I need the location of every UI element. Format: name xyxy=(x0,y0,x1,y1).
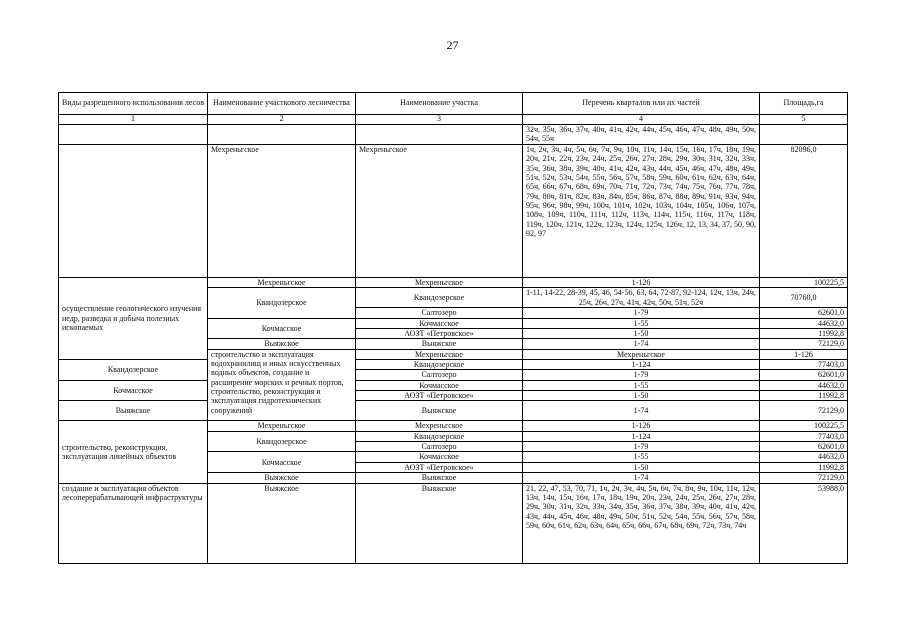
site-cell: Выяжское xyxy=(356,339,523,349)
header-use-type: Виды разрешенного использования лесов xyxy=(59,93,208,115)
column-number: 3 xyxy=(356,115,523,125)
table-row xyxy=(59,144,848,277)
site-cell: АОЗТ «Петровское» xyxy=(356,328,523,338)
site-cell: Салтозеро xyxy=(356,370,523,380)
forestry-cell: Выяжское xyxy=(208,339,356,349)
forestry-cell: Мехреньгское xyxy=(356,349,523,359)
site-cell: Кочмасское xyxy=(356,452,523,462)
column-number: 2 xyxy=(208,115,356,125)
area-cell: 62601,0 xyxy=(760,370,848,380)
site-cell: Мехреньгское xyxy=(356,277,523,287)
forestry-cell: Мехреньгское xyxy=(208,421,356,431)
area-cell: 70760,0 xyxy=(760,288,848,308)
forestry-cell: Кочмасское xyxy=(208,452,356,473)
header-area: Площадь,га xyxy=(760,93,848,115)
use-type-cell: строительство и эксплуатация водохранилищ и иных искусственных водных объектов, создание и расширение морских и речных портов, строительство, реконструкция и эксплуатация гидротехнических сооружений xyxy=(208,349,356,421)
forestry-cell: Квандозерское xyxy=(208,288,356,318)
area-cell: 72129,0 xyxy=(760,401,848,421)
area-cell: 44632,0 xyxy=(760,452,848,462)
site-cell: Выяжское xyxy=(356,483,523,563)
site-cell: Квандозерское xyxy=(356,359,523,369)
site-cell: АОЗТ «Петровское» xyxy=(356,462,523,472)
site-cell: Мехреньгское xyxy=(523,349,760,359)
forestry-cell: Мехреньгское xyxy=(208,144,356,277)
area-cell: 100225,5 xyxy=(760,421,848,431)
site-cell: Квандозерское xyxy=(356,288,523,308)
area-cell: 11992,8 xyxy=(760,391,848,401)
forestry-cell: Кочмасское xyxy=(59,380,208,401)
forestry-cell: Выяжское xyxy=(208,473,356,483)
header-quarters: Перечень кварталов или их частей xyxy=(523,93,760,115)
area-cell: 44632,0 xyxy=(760,318,848,328)
quarters-cell: 1-79 xyxy=(523,370,760,380)
forestry-cell: Мехреньгское xyxy=(208,277,356,287)
forestry-cell: Кочмасское xyxy=(208,318,356,339)
site-cell: Салтозеро xyxy=(356,442,523,452)
table-row xyxy=(59,483,848,563)
quarters-cell: 1-74 xyxy=(523,339,760,349)
table-row xyxy=(59,421,848,431)
site-cell: Выяжское xyxy=(356,473,523,483)
header-forestry: Наименование участкового лесничества xyxy=(208,93,356,115)
header-site: Наименование участка xyxy=(356,93,523,115)
site-cell: Кочмасское xyxy=(356,380,523,390)
quarters-cell: 1-55 xyxy=(523,380,760,390)
forestry-cell: Квандозерское xyxy=(59,359,208,380)
column-number: 5 xyxy=(760,115,848,125)
site-cell: АОЗТ «Петровское» xyxy=(356,391,523,401)
area-cell: 62601,0 xyxy=(760,308,848,318)
area-cell: 100225,5 xyxy=(760,277,848,287)
area-cell: 11992,8 xyxy=(760,328,848,338)
area-cell: 72129,0 xyxy=(760,339,848,349)
area-cell: 77403,0 xyxy=(760,431,848,441)
site-cell: Квандозерское xyxy=(356,431,523,441)
table-row xyxy=(59,277,848,287)
area-cell: 62601,0 xyxy=(760,442,848,452)
forest-use-table xyxy=(58,92,848,564)
quarters-cell: 1-79 xyxy=(523,308,760,318)
use-type-cell: создание и эксплуатация объектов лесоперерабатывающей инфраструктуры xyxy=(59,483,208,563)
area-cell: 77403,0 xyxy=(760,359,848,369)
quarters-cell: 1-126 xyxy=(523,277,760,287)
use-type-cell: строительство, реконструкция, эксплуатация линейных объектов xyxy=(59,421,208,483)
quarters-cell: 1-55 xyxy=(523,318,760,328)
column-number: 1 xyxy=(59,115,208,125)
quarters-cell: 1-124 xyxy=(523,431,760,441)
area-cell: 11992,8 xyxy=(760,462,848,472)
site-cell: Выяжское xyxy=(356,401,523,421)
quarters-cell: 1-50 xyxy=(523,462,760,472)
site-cell: Мехреньгское xyxy=(356,144,523,277)
forestry-cell: Квандозерское xyxy=(208,431,356,452)
quarters-cell: 1-11, 14-22, 28-39, 45, 46, 54-56, 63, 64, 72-87, 92-124, 12ч, 13ч, 24ч, 25ч, 26ч, 27ч, 41ч, 42ч, 50ч, 51ч, 52ч xyxy=(523,288,760,308)
quarters-cell: 1-126 xyxy=(523,421,760,431)
quarters-cell: 32ч, 35ч, 36ч, 37ч, 40ч, 41ч, 42ч, 44ч, 45ч, 46ч, 47ч, 48ч, 49ч, 50ч, 54ч, 55ч xyxy=(523,124,760,144)
table-row xyxy=(59,124,848,144)
quarters-cell: 1-50 xyxy=(523,328,760,338)
area-cell: 53988,0 xyxy=(760,483,848,563)
quarters-cell: 1-124 xyxy=(523,359,760,369)
site-cell: Мехреньгское xyxy=(356,421,523,431)
table-row xyxy=(59,359,848,369)
quarters-cell: 1ч, 2ч, 3ч, 4ч, 5ч, 6ч, 7ч, 9ч, 10ч, 11ч, 14ч, 15ч, 16ч, 17ч, 18ч, 19ч, 20ч, 21ч, 22ч, 23ч, 24ч, 25ч, 26ч, 27ч, 28ч, 29ч, 30ч, 31ч, 32ч, 33ч, 35ч, 36ч, 38ч, 39ч, 40ч, 41ч, 42ч, 43ч, 44ч, 45ч, 46ч, 47ч, 48ч, 49ч, 51ч, 52ч, 53ч, 54ч, 55ч, 56ч, 57ч, 58ч, 59ч, 60ч, 61ч, 62ч, 63ч, 64ч, 65ч, 66ч, 67ч, 68ч, 69ч, 70ч, 71ч, 72ч, 73ч, 74ч, 75ч, 76ч, 77ч, 78ч, 79ч, 80ч, 81ч, 82ч, 83ч, 84ч, 85ч, 86ч, 87ч, 88ч, 89ч, 91ч, 93ч, 94ч, 95ч, 96ч, 98ч, 99ч, 100ч, 101ч, 102ч, 103ч, 104ч, 105ч, 106ч, 107ч, 108ч, 109ч, 110ч, 111ч, 112ч, 113ч, 114ч, 115ч, 116ч, 117ч, 118ч, 119ч, 120ч, 121ч, 122ч, 123ч, 124ч, 125ч, 126ч, 12, 13, 34, 37, 50, 90, 92, 97 xyxy=(523,144,760,277)
site-cell: Кочмасское xyxy=(356,318,523,328)
quarters-cell: 21, 22, 47, 53, 70, 71, 1ч, 2ч, 3ч, 4ч, 5ч, 6ч, 7ч, 8ч, 9ч, 10ч, 11ч, 12ч, 13ч, 14ч, 15ч, 16ч, 17ч, 18ч, 19ч, 20ч, 23ч, 24ч, 25ч, 26ч, 27ч, 28ч, 29ч, 30ч, 31ч, 32ч, 33ч, 34ч, 35ч, 36ч, 37ч, 38ч, 39ч, 40ч, 41ч, 42ч, 43ч, 44ч, 45ч, 46ч, 48ч, 49ч, 50ч, 51ч, 52ч, 54ч, 55ч, 56ч, 57ч, 58ч, 59ч, 60ч, 61ч, 62ч, 63ч, 64ч, 65ч, 66ч, 67ч, 68ч, 69ч, 72ч, 73ч, 74ч xyxy=(523,483,760,563)
table-row xyxy=(59,380,848,390)
site-cell: Салтозеро xyxy=(356,308,523,318)
forestry-cell: Выяжское xyxy=(208,483,356,563)
quarters-cell: 1-79 xyxy=(523,442,760,452)
quarters-cell: 1-74 xyxy=(523,401,760,421)
quarters-cell: 1-74 xyxy=(523,473,760,483)
quarters-cell: 1-55 xyxy=(523,452,760,462)
area-cell: 72129,0 xyxy=(760,473,848,483)
quarters-cell: 1-126 xyxy=(760,349,848,359)
table-row xyxy=(59,401,848,421)
page-number: 27 xyxy=(446,38,459,52)
area-cell: 82096,0 xyxy=(760,144,848,277)
quarters-cell: 1-50 xyxy=(523,391,760,401)
use-type-cell: осуществление геологического изучения недр, разведка и добыча полезных ископаемых xyxy=(59,277,208,359)
area-cell: 44632,0 xyxy=(760,380,848,390)
forestry-cell: Выяжское xyxy=(59,401,208,421)
column-number: 4 xyxy=(523,115,760,125)
